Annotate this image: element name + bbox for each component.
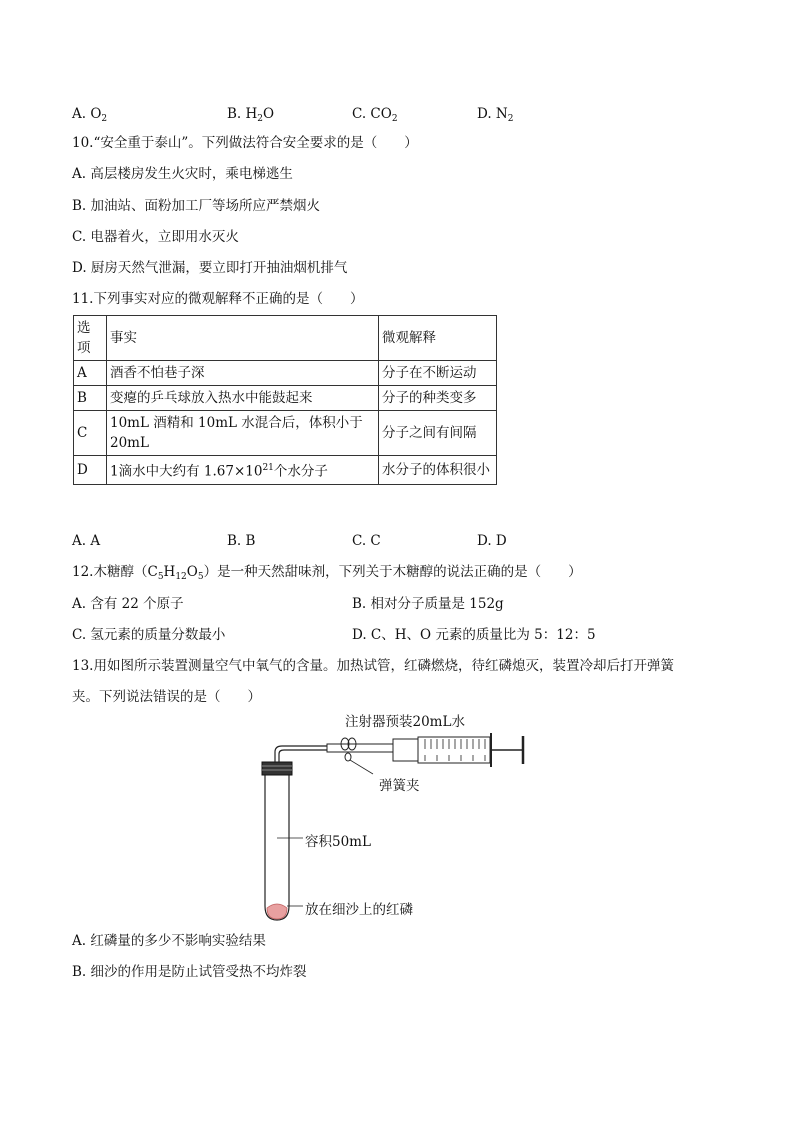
q10-option-c: C. 电器着火，立即用水灭火 bbox=[72, 229, 239, 245]
q11-option-a: A. A bbox=[72, 533, 101, 549]
q12-option-b: B. 相对分子质量是 152g bbox=[352, 596, 504, 612]
q12-option-a: A. 含有 22 个原子 bbox=[72, 596, 184, 612]
syringe bbox=[393, 733, 523, 767]
q12-option-c: C. 氢元素的质量分数最小 bbox=[72, 627, 226, 643]
rubber-tube bbox=[327, 744, 393, 752]
test-tube bbox=[265, 774, 289, 920]
q9-option-d: D. $N_2$ bbox=[477, 106, 514, 124]
glass-tube bbox=[275, 746, 335, 762]
syringe-label: 注射器预装20mL水 bbox=[345, 714, 465, 730]
row-option: C bbox=[74, 411, 107, 456]
q11-stem: 11.下列事实对应的微观解释不正确的是（ ） bbox=[72, 291, 364, 307]
q13-option-a: A. 红磷量的多少不影响实验结果 bbox=[72, 933, 266, 949]
q11-option-d: D. D bbox=[477, 533, 507, 549]
header-option: 选项 bbox=[74, 316, 107, 361]
q9-option-a: A. $O_2$ bbox=[72, 106, 108, 124]
row-explanation: 分子在不断运动 bbox=[379, 361, 497, 386]
red-phosphorus bbox=[267, 904, 287, 919]
row-fact: 酒香不怕巷子深 bbox=[107, 361, 379, 386]
row-option: D bbox=[74, 456, 107, 485]
apparatus-diagram bbox=[255, 708, 575, 923]
table-row bbox=[74, 386, 497, 411]
row-explanation: 分子之间有间隔 bbox=[379, 411, 497, 456]
row-option: A bbox=[74, 361, 107, 386]
q10-option-d: D. 厨房天然气泄漏，要立即打开抽油烟机排气 bbox=[72, 260, 348, 276]
row-explanation: 水分子的体积很小 bbox=[379, 456, 497, 485]
row-fact: 变瘪的乒乓球放入热水中能鼓起来 bbox=[107, 386, 379, 411]
q11-table bbox=[73, 315, 497, 485]
q12-option-d: D. C、H、O 元素的质量比为 5：12：5 bbox=[352, 627, 596, 643]
q12-stem: 12.木糖醇$(C_5H_{12}O_5)$是一种天然甜味剂，下列关于木糖醇的说法正确的是（ ） bbox=[72, 564, 582, 582]
table-row bbox=[74, 411, 497, 456]
stopper bbox=[262, 762, 292, 775]
row-fact: 1滴水中大约有 $1.67\times 10^{21}$个水分子 bbox=[107, 456, 379, 485]
table-row bbox=[74, 456, 497, 485]
q10-option-a: A. 高层楼房发生火灾时，乘电梯逃生 bbox=[72, 166, 293, 182]
volume-label: 容积50mL bbox=[305, 834, 371, 850]
table-row bbox=[74, 361, 497, 386]
q9-option-b: B. $H_2O$ bbox=[227, 106, 275, 124]
q13-stem-line-2: 夹。下列说法错误的是（ ） bbox=[72, 689, 261, 705]
q10-option-b: B. 加油站、面粉加工厂等场所应严禁烟火 bbox=[72, 198, 321, 214]
row-fact: 10mL 酒精和 10mL 水混合后，体积小于 20mL bbox=[107, 411, 379, 456]
clamp-label: 弹簧夹 bbox=[379, 778, 420, 794]
q13-stem-line-1: 13.用如图所示装置测量空气中氧气的含量。加热试管，红磷燃烧，待红磷熄灭，装置冷却后打开弹簧 bbox=[72, 658, 674, 674]
header-explanation: 微观解释 bbox=[379, 316, 497, 361]
q10-stem: 10.“安全重于泰山”。下列做法符合安全要求的是（ ） bbox=[72, 135, 418, 151]
q11-option-c: C. C bbox=[352, 533, 381, 549]
phosphorus-label: 放在细沙上的红磷 bbox=[305, 902, 413, 918]
q13-option-b: B. 细沙的作用是防止试管受热不均炸裂 bbox=[72, 964, 307, 980]
row-option: B bbox=[74, 386, 107, 411]
header-fact: 事实 bbox=[107, 316, 379, 361]
row-explanation: 分子的种类变多 bbox=[379, 386, 497, 411]
apparatus-figure bbox=[255, 708, 575, 923]
q11-option-b: B. B bbox=[227, 533, 256, 549]
q9-option-c: C. $CO_2$ bbox=[352, 106, 398, 124]
table-header-row bbox=[74, 316, 497, 361]
